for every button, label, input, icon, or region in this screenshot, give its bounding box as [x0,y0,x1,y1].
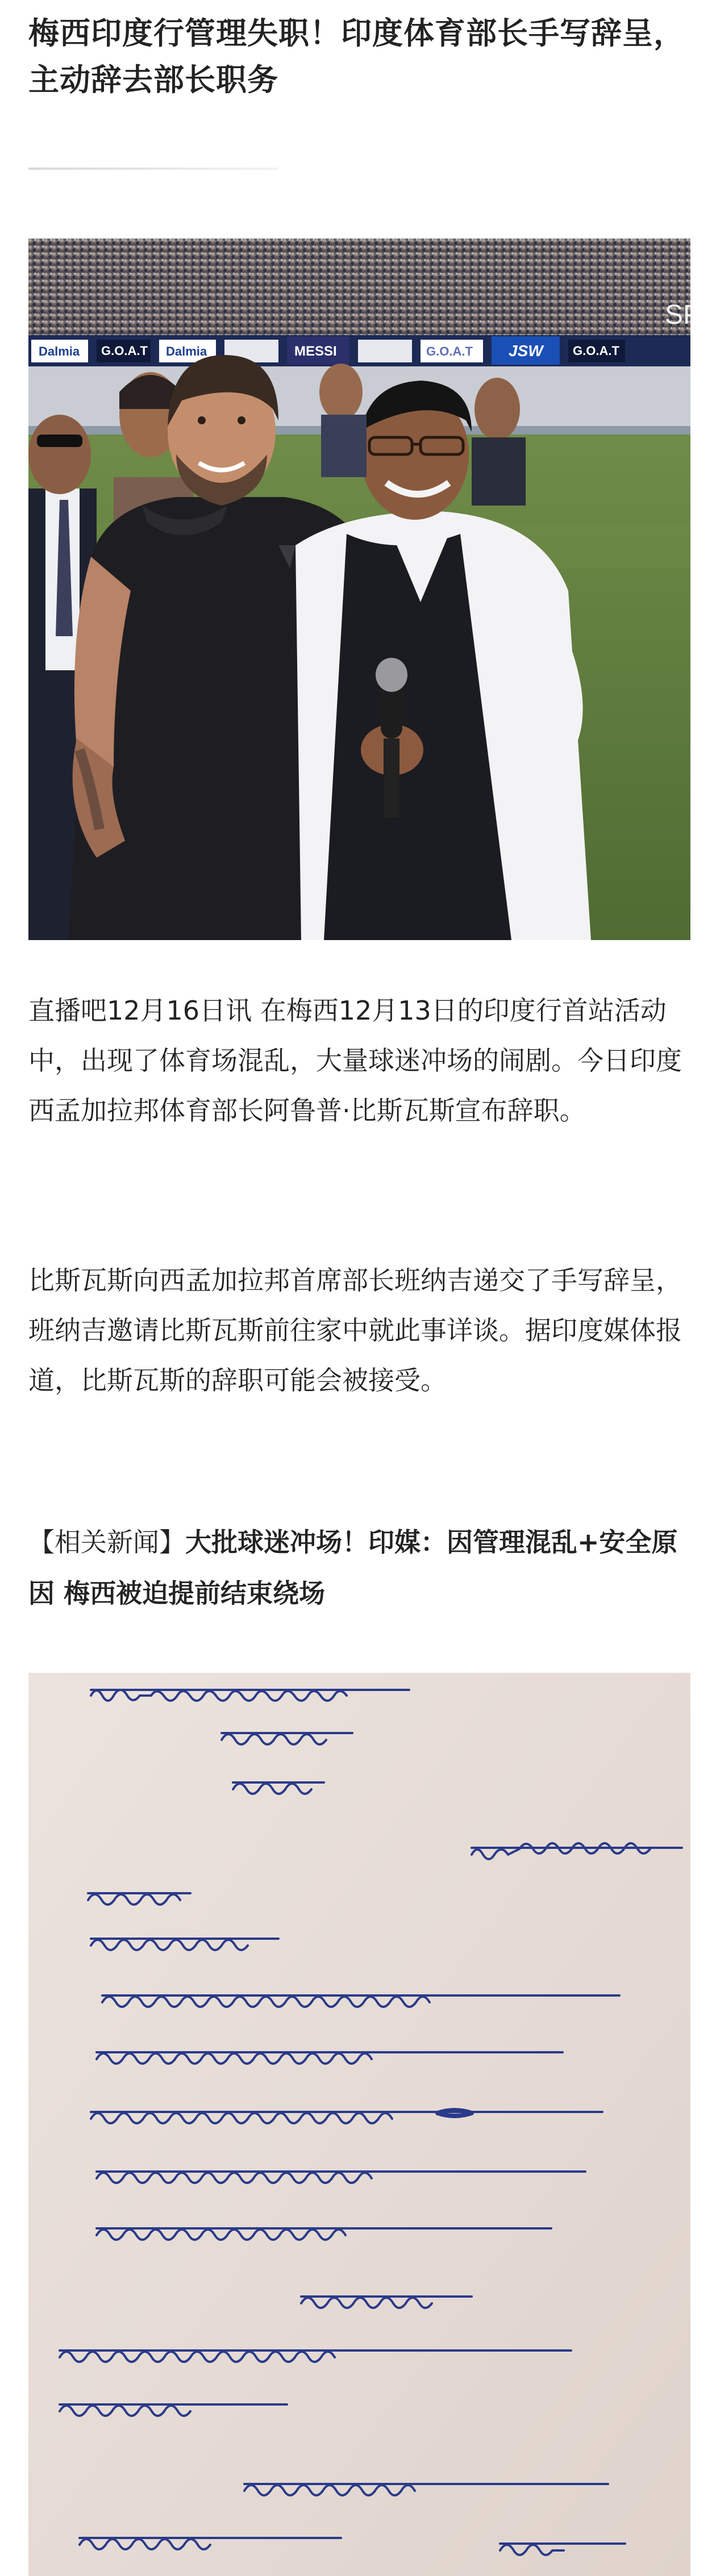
handwritten-letter-illustration [28,1673,690,2576]
related-news-link[interactable] [28,1517,693,1619]
photo-watermark: SP [665,300,702,330]
handwritten-letter-image[interactable] [28,1673,690,2576]
related-news-title[interactable]: 大批球迷冲场！印媒：因管理混乱+安全原因 梅西被迫提前结束绕场 [28,1527,678,1609]
ad-board-7: G.O.A.T [573,344,619,358]
title-divider [28,168,278,170]
ad-board-6: JSW [509,342,543,360]
ad-board-3: Dalmia [166,344,207,358]
related-news-label: 【相关新闻】 [28,1527,185,1558]
ad-board-4: MESSI [294,344,337,359]
stadium-photo-illustration [28,239,702,940]
article-paragraph-2: 比斯瓦斯向西孟加拉邦首席部长班纳吉递交了手写辞呈，班纳吉邀请比斯瓦斯前往家中就此事详谈。据印度媒体报道，比斯瓦斯的辞职可能会被接受。 [28,1265,682,1396]
stadium-photo[interactable] [28,239,702,940]
ad-board-2: G.O.A.T [101,344,148,358]
ad-board-5: G.O.A.T [426,344,473,358]
article-paragraph-1: 直播吧12月16日讯 在梅西12月13日的印度行首站活动中，出现了体育场混乱，大量球迷冲场的闹剧。今日印度西孟加拉邦体育部长阿鲁普·比斯瓦斯宣布辞职。 [28,995,682,1126]
article-title: 梅西印度行管理失职！印度体育部长手写辞呈，主动辞去部长职务 [28,15,685,98]
ad-board-1: Dalmia [39,344,80,358]
